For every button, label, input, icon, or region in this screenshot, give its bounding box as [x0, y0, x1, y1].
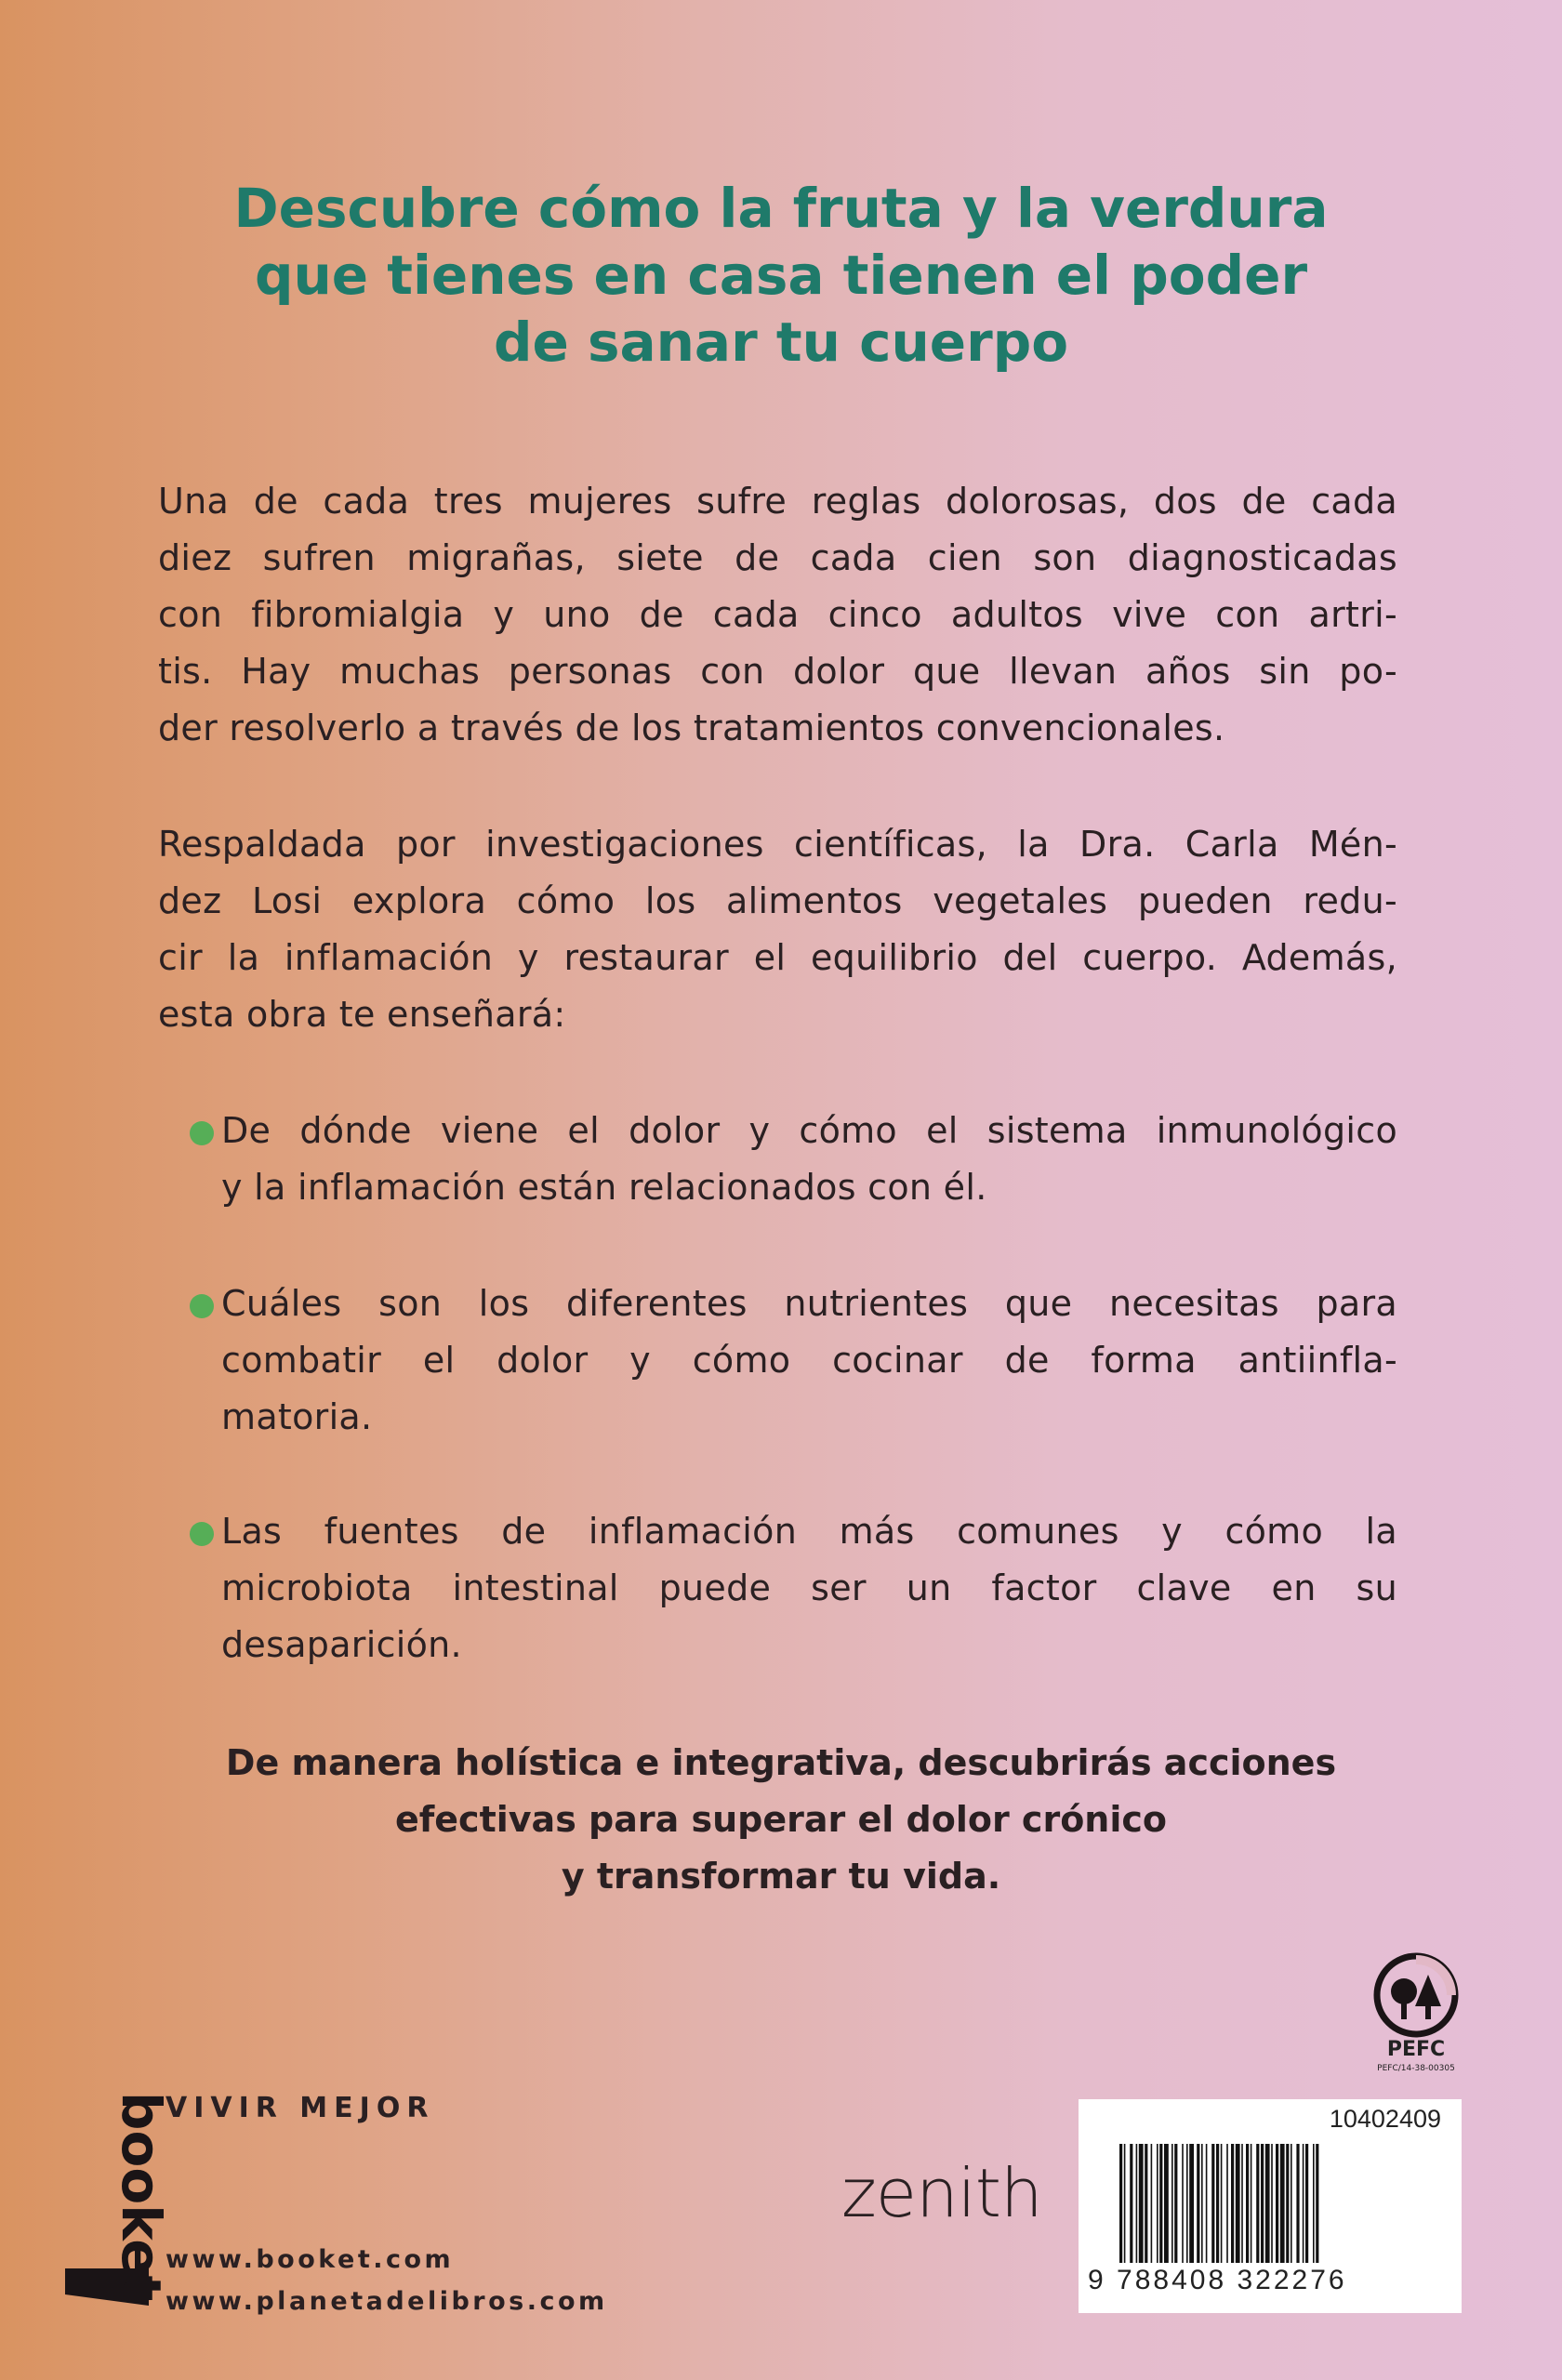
- pefc-code: PEFC/14-38-00305: [1377, 2064, 1455, 2073]
- barcode-bar: [1251, 2144, 1252, 2263]
- booket-logo-text: booket: [110, 2092, 173, 2302]
- pefc-label: PEFC: [1386, 2038, 1446, 2061]
- bullet-line: Cuáles son los diferentes nutrientes que necesitas para: [221, 1283, 1397, 1324]
- barcode-bar: [1271, 2144, 1273, 2263]
- paragraph-line: cir la inflamación y restaurar el equilibrio del cuerpo. Además,: [158, 937, 1397, 978]
- barcode-bar: [1172, 2144, 1173, 2263]
- intro-paragraph: [158, 473, 1397, 757]
- barcode-bar: [1246, 2144, 1249, 2263]
- barcode-bar: [1226, 2144, 1228, 2263]
- headline-line: Descubre cómo la fruta y la verdura: [233, 177, 1329, 240]
- bullet-line: combatir el dolor y cómo cocinar de forma antiinfla-: [221, 1340, 1397, 1381]
- barcode-bar: [1261, 2144, 1264, 2263]
- closing-line: De manera holística e integrativa, descubrirás acciones: [225, 1742, 1337, 1783]
- barcode-bar: [1286, 2144, 1289, 2263]
- barcode-bar: [1303, 2144, 1304, 2263]
- barcode-bar: [1197, 2144, 1199, 2263]
- series-label: VIVIR MEJOR: [165, 2092, 435, 2124]
- barcode-bar: [1316, 2144, 1318, 2263]
- paragraph-line: Una de cada tres mujeres sufre reglas dolorosas, dos de cada: [158, 481, 1397, 522]
- bullet-line: matoria.: [221, 1396, 373, 1437]
- barcode-bar: [1119, 2144, 1122, 2263]
- barcode-bar: [1296, 2144, 1299, 2263]
- barcode-bar: [1174, 2144, 1177, 2263]
- bullet-dot-icon: [190, 1522, 214, 1546]
- barcode-bar: [1189, 2144, 1194, 2263]
- barcode-bar: [1305, 2144, 1308, 2263]
- barcode-bar: [1241, 2144, 1243, 2263]
- bullet-item: [221, 1103, 1397, 1216]
- publisher-url[interactable]: www.planetadelibros.com: [165, 2287, 608, 2316]
- bullet-line: Las fuentes de inflamación más comunes y cómo la: [221, 1511, 1397, 1552]
- pefc-logo-icon: [1365, 1950, 1467, 2038]
- bullet-line: y la inflamación están relacionados con él.: [221, 1167, 987, 1208]
- paragraph-line: con fibromialgia y uno de cada cinco adultos vive con artri-: [158, 594, 1397, 635]
- barcode-bar: [1136, 2144, 1138, 2263]
- barcode-top-number: 10402409: [1329, 2105, 1441, 2133]
- bullet-dot-icon: [190, 1121, 214, 1145]
- booket-logo-icon: [65, 2092, 173, 2306]
- barcode-bar: [1157, 2144, 1158, 2263]
- barcode-bar: [1151, 2144, 1153, 2263]
- barcode-bar: [1231, 2144, 1234, 2263]
- barcode-icon: [1119, 2144, 1436, 2263]
- barcode-bar: [1280, 2144, 1285, 2263]
- closing-line: y transformar tu vida.: [561, 1856, 1001, 1897]
- barcode-bar: [1265, 2144, 1270, 2263]
- barcode-bar: [1145, 2144, 1147, 2263]
- paragraph-line: esta obra te enseñará:: [158, 994, 566, 1035]
- barcode-bar: [1211, 2144, 1214, 2263]
- barcode-bar: [1130, 2144, 1132, 2263]
- barcode-bar: [1221, 2144, 1223, 2263]
- paragraph-line: diez sufren migrañas, siete de cada cien son diagnosticadas: [158, 537, 1397, 578]
- imprint-logo: zenith: [841, 2154, 1042, 2232]
- barcode-bar: [1256, 2144, 1259, 2263]
- barcode-bar: [1291, 2144, 1292, 2263]
- barcode-bar: [1186, 2144, 1188, 2263]
- author-paragraph: [158, 816, 1397, 1043]
- bullet-line: De dónde viene el dolor y cómo el sistema inmunológico: [221, 1110, 1397, 1151]
- barcode-bar: [1164, 2144, 1169, 2263]
- bullet-dot-icon: [190, 1294, 214, 1318]
- barcode-bar: [1206, 2144, 1208, 2263]
- paragraph-line: der resolverlo a través de los tratamientos convencionales.: [158, 707, 1225, 748]
- paragraph-line: tis. Hay muchas personas con dolor que llevan años sin po-: [158, 651, 1397, 692]
- barcode-bar: [1201, 2144, 1203, 2263]
- barcode-bar: [1236, 2144, 1240, 2263]
- paragraph-line: dez Losi explora cómo los alimentos vegetales pueden redu-: [158, 880, 1397, 921]
- headline: [158, 175, 1404, 376]
- pefc-logo: [1365, 1950, 1467, 2081]
- headline-line: de sanar tu cuerpo: [493, 311, 1069, 374]
- barcode-bar: [1159, 2144, 1162, 2263]
- bullet-item: [221, 1503, 1397, 1673]
- barcode-bar: [1216, 2144, 1219, 2263]
- barcode-bar: [1182, 2144, 1184, 2263]
- barcode-bar: [1313, 2144, 1315, 2263]
- bullet-line: microbiota intestinal puede ser un factor clave en su: [221, 1567, 1397, 1608]
- closing-line: efectivas para superar el dolor crónico: [394, 1799, 1168, 1840]
- barcode-bar: [1124, 2144, 1126, 2263]
- barcode-digits: 9 788408 322276: [1088, 2265, 1347, 2295]
- barcode-bar: [1276, 2144, 1278, 2263]
- headline-line: que tienes en casa tienen el poder: [254, 244, 1308, 307]
- barcode: [1079, 2099, 1462, 2313]
- paragraph-line: Respaldada por investigaciones científicas, la Dra. Carla Mén-: [158, 824, 1397, 865]
- closing-statement: [158, 1735, 1404, 1905]
- bullet-line: desaparición.: [221, 1624, 462, 1665]
- barcode-bar: [1139, 2144, 1144, 2263]
- bullet-item: [221, 1276, 1397, 1446]
- publisher-url[interactable]: www.booket.com: [165, 2245, 455, 2274]
